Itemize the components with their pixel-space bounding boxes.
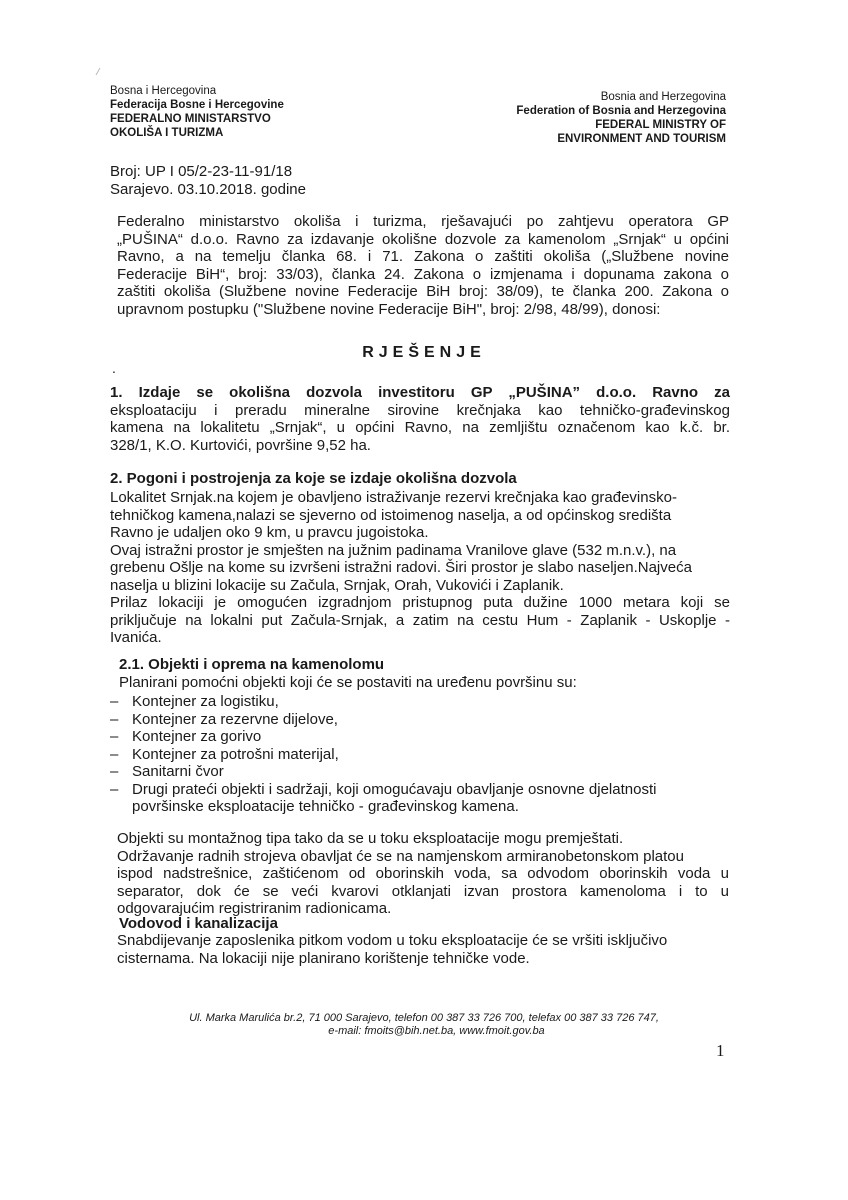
intro-line: Federacije BiH“, broj: 33/03), članka 24. Zakona o izmjenama i dopunama zakona o bbox=[117, 265, 729, 283]
footer-address: Ul. Marka Marulića br.2, 71 000 Sarajevo, telefon 00 387 33 726 700, telefax 00 387 33 726 747, bbox=[189, 1012, 659, 1024]
reference-number: Broj: UP I 05/2-23-11-91/18 bbox=[110, 163, 293, 180]
section-2-line: tehničkog kamena,nalazi se sjeverno od istoimenog naselja, a od općinskog središta bbox=[110, 506, 672, 524]
header-left-federation: Federacija Bosne i Hercegovine bbox=[110, 99, 284, 111]
intro-line: Ravno, a na temelju člankа 68. i 71. Zakona o zaštiti okoliša („Službene novine bbox=[117, 248, 729, 265]
header-right-ministry-2: ENVIRONMENT AND TOURISM bbox=[557, 133, 726, 145]
scan-mark bbox=[96, 68, 101, 75]
section-2-line: grebenu Ošlje na kome su izvršeni istražni radovi. Širi prostor je slabo naseljen.Najveća bbox=[110, 559, 692, 576]
reference-place-date: Sarajevo. 03.10.2018. godine bbox=[110, 181, 306, 198]
section-2-1-intro: Planirani pomoćni objekti koji će se postaviti na uređenu površinu su: bbox=[119, 674, 577, 691]
header-left bbox=[110, 84, 284, 140]
intro-line: „PUŠINA“ d.o.o. Ravno za izdavanje okolišne dozvole za kamenolom „Srnjak“ u općini bbox=[117, 230, 729, 248]
intro-line: upravnom postupku ("Službene novine Federacije BiH", broj: 2/98, 48/99), donosi: bbox=[117, 300, 661, 318]
stray-dot: . bbox=[112, 360, 116, 376]
list-item: – Drugi prateći objekti i sadržaji, koji omogućavaju obavljanje osnovne djelatnosti površinske eksploatacije tehničko - građevinskog kamena. bbox=[110, 780, 657, 815]
water-heading: Vodovod i kanalizacija bbox=[119, 915, 278, 932]
intro-paragraph bbox=[117, 213, 729, 318]
section-2-1-after bbox=[117, 830, 729, 918]
list-item: – Kontejner za potrošni materijal, bbox=[110, 745, 339, 763]
section-1-line: eksploataciju i preradu mineralne sirovine krečnjaka kao tehničko-građevinskog bbox=[110, 401, 730, 419]
header-left-country: Bosna i Hercegovina bbox=[110, 85, 217, 97]
list-item: – Kontejner za rezervne dijelove, bbox=[110, 710, 338, 728]
header-left-ministry-2: OKOLIŠA I TURIZMA bbox=[110, 127, 224, 139]
section-2-line: Ovaj istražni prostor je smješten na južnim padinama Vranilove glave (532 m.n.v.), na bbox=[110, 541, 677, 559]
header-left-ministry: FEDERALNO MINISTARSTVO bbox=[110, 113, 271, 125]
section-2-line: Prilaz lokaciji je omogućen izgradnjom pristupnog puta dužine 1000 metara koji se bbox=[110, 594, 730, 611]
after-line: Objekti su montažnog tipa tako da se u toku eksploatacije mogu premještati. bbox=[117, 830, 624, 847]
footer-contact: e-mail: fmoits@bih.net.ba, www.fmoit.gov.ba bbox=[328, 1025, 545, 1037]
section-1 bbox=[110, 384, 730, 454]
section-2-body bbox=[110, 489, 730, 647]
section-2-heading: 2. Pogoni i postrojenja za koje se izdaje okolišna dozvola bbox=[110, 470, 517, 487]
after-line: odgovarajućim registriranim radionicama. bbox=[117, 900, 392, 917]
reference-block bbox=[110, 163, 306, 199]
section-1-line: kamena na lokalitetu „Srnjak“, u općini Ravno, na zemljištu označenom kao k.č. br. bbox=[110, 419, 730, 436]
list-item: – Sanitarni čvor bbox=[110, 763, 224, 780]
intro-line: Federalno ministarstvo okoliša i turizma, rješavajući po zahtjevu operatora GP bbox=[117, 213, 729, 230]
section-2-line: priključuje na lokalni put Začula-Srnjak, a zatim na cestu Hum - Zaplanik - Uskoplje - bbox=[110, 611, 730, 629]
section-2-line: Ivanića. bbox=[110, 629, 162, 646]
section-2-line: naselja u blizini lokacije su Začula, Srnjak, Orah, Vukovići i Zaplanik. bbox=[110, 576, 564, 594]
section-2-1-heading: 2.1. Objekti i oprema na kamenolomu bbox=[119, 656, 385, 673]
header-right bbox=[516, 90, 726, 146]
page-number: 1 bbox=[716, 1041, 725, 1060]
list-item: – Kontejner za gorivo bbox=[110, 728, 262, 745]
water-line: cisternama. Na lokaciji nije planirano korištenje tehničke vode. bbox=[117, 949, 530, 967]
section-1-line: 1. Izdaje se okolišna dozvola investitoru GP „PUŠINA” d.o.o. Ravno za bbox=[110, 384, 730, 401]
document-title: RJEŠENJE bbox=[362, 344, 486, 361]
water-line: Snabdijevanje zaposlenika pitkom vodom u toku eksploatacije će se vršiti isključivo bbox=[117, 932, 668, 949]
header-right-ministry: FEDERAL MINISTRY OF bbox=[595, 119, 726, 131]
section-2-line: Lokalitet Srnjak.na kojem je obavljeno istraživanje rezervi krečnjaka kao građevinsko- bbox=[110, 489, 677, 506]
section-2-line: Ravno je udaljen oko 9 km, u pravcu jugoistoka. bbox=[110, 524, 429, 541]
water-body bbox=[117, 932, 729, 967]
footer bbox=[0, 1012, 848, 1038]
section-1-line: 328/1, K.O. Kurtovići, površine 9,52 ha. bbox=[110, 436, 371, 454]
facilities-list bbox=[110, 693, 750, 816]
after-line: Održavanje radnih strojeva obavljat će se na namjenskom armiranobetonskom platou bbox=[117, 847, 684, 865]
after-line: ispod nadstrešnice, zaštićenom od oborinskih voda, sa odvodom oborinskih voda u bbox=[117, 865, 729, 882]
after-line: separator, dok će se veći kvarovi otklanjati izvan prostora kamenoloma i to u bbox=[117, 882, 729, 900]
list-item: – Kontejner za logistiku, bbox=[110, 693, 279, 710]
header-right-country: Bosnia and Herzegovina bbox=[600, 91, 726, 103]
header-right-federation: Federation of Bosnia and Herzegovina bbox=[516, 105, 726, 117]
intro-line: zaštiti okoliša (Službene novine Federacije BiH broj: 38/09), te članka 200. Zakona o bbox=[117, 283, 729, 300]
